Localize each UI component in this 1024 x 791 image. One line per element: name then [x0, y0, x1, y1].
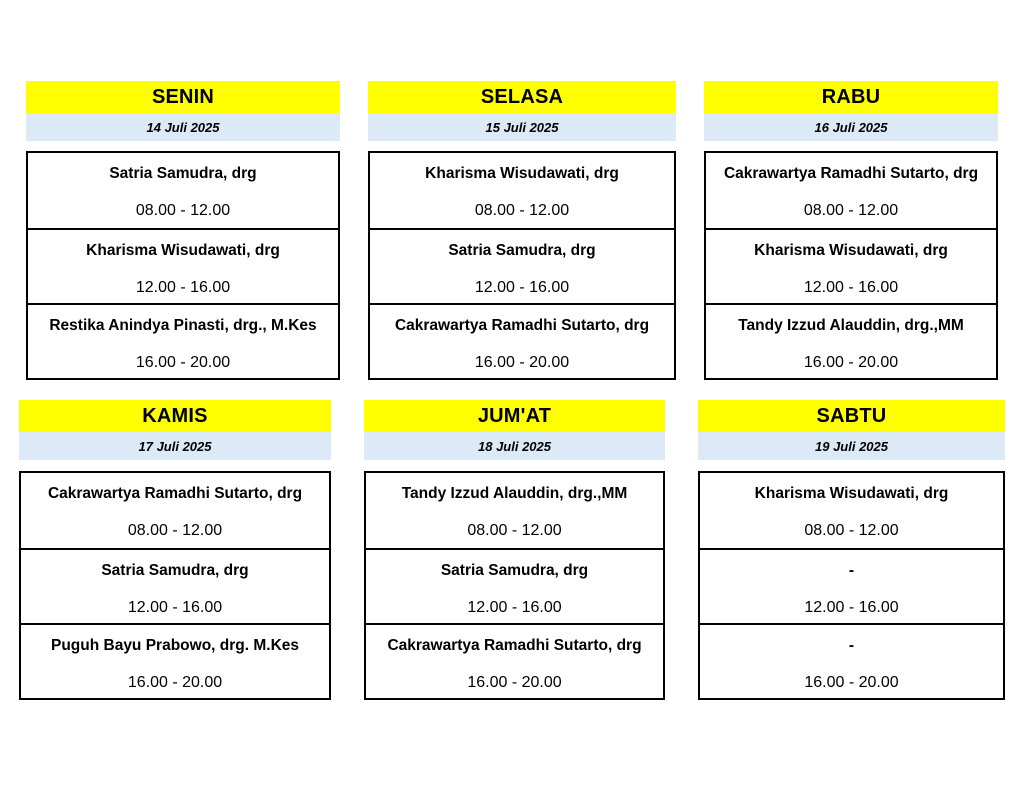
day-title: RABU — [704, 81, 998, 113]
schedule-slot — [370, 153, 674, 228]
doctor-name: Cakrawartya Ramadhi Sutarto, drg — [47, 485, 303, 502]
doctor-name: Kharisma Wisudawati, drg — [754, 242, 948, 259]
doctor-name: Satria Samudra, drg — [109, 165, 257, 182]
slot-time: 12.00 - 16.00 — [467, 599, 562, 616]
slot-time: 08.00 - 12.00 — [467, 522, 562, 539]
schedule-table — [364, 471, 665, 700]
schedule-slot — [700, 473, 1003, 548]
slot-time: 12.00 - 16.00 — [135, 279, 231, 296]
slot-time: 16.00 - 20.00 — [474, 354, 570, 371]
schedule-slot — [28, 303, 338, 378]
day-date: 17 Juli 2025 — [19, 432, 331, 460]
day-date: 19 Juli 2025 — [698, 432, 1005, 460]
schedule-slot — [366, 623, 663, 698]
day-block-sabtu — [698, 400, 1005, 691]
schedule-slot — [700, 548, 1003, 623]
slot-time: 12.00 - 16.00 — [474, 279, 570, 296]
day-title: SENIN — [26, 81, 340, 113]
slot-time: 08.00 - 12.00 — [803, 202, 899, 219]
day-block-selasa — [368, 81, 676, 371]
day-title: SABTU — [698, 400, 1005, 432]
slot-time: 12.00 - 16.00 — [127, 599, 223, 616]
day-title: KAMIS — [19, 400, 331, 432]
schedule-slot — [370, 228, 674, 303]
doctor-name: Cakrawartya Ramadhi Sutarto, drg — [387, 637, 642, 654]
slot-time: 12.00 - 16.00 — [804, 599, 899, 616]
slot-time: 16.00 - 20.00 — [127, 674, 223, 691]
schedule-table — [368, 151, 676, 380]
day-title: JUM'AT — [364, 400, 665, 432]
day-block-jumat — [364, 400, 665, 691]
schedule-slot — [706, 228, 996, 303]
day-date: 15 Juli 2025 — [368, 113, 676, 141]
day-date: 18 Juli 2025 — [364, 432, 665, 460]
schedule-slot — [366, 548, 663, 623]
schedule-table — [698, 471, 1005, 700]
doctor-name: Satria Samudra, drg — [448, 242, 596, 259]
doctor-name: Kharisma Wisudawati, drg — [86, 242, 280, 259]
day-block-kamis — [19, 400, 331, 691]
doctor-name: - — [848, 637, 855, 654]
day-block-rabu — [704, 81, 998, 371]
doctor-name: Kharisma Wisudawati, drg — [754, 485, 949, 502]
day-block-senin — [26, 81, 340, 371]
schedule-table — [19, 471, 331, 700]
slot-time: 08.00 - 12.00 — [127, 522, 223, 539]
doctor-name: Restika Anindya Pinasti, drg., M.Kes — [49, 317, 317, 334]
day-date: 14 Juli 2025 — [26, 113, 340, 141]
schedule-slot — [21, 473, 329, 548]
schedule-slot — [700, 623, 1003, 698]
schedule-slot — [706, 303, 996, 378]
schedule-slot — [370, 303, 674, 378]
schedule-slot — [28, 228, 338, 303]
schedule-slot — [21, 548, 329, 623]
doctor-name: Kharisma Wisudawati, drg — [425, 165, 619, 182]
doctor-name: - — [848, 562, 855, 579]
schedule-slot — [28, 153, 338, 228]
schedule-table — [26, 151, 340, 380]
doctor-name: Tandy Izzud Alauddin, drg.,MM — [401, 485, 628, 502]
schedule-slot — [21, 623, 329, 698]
doctor-name: Cakrawartya Ramadhi Sutarto, drg — [394, 317, 650, 334]
slot-time: 16.00 - 20.00 — [803, 354, 899, 371]
day-title: SELASA — [368, 81, 676, 113]
doctor-name: Cakrawartya Ramadhi Sutarto, drg — [723, 165, 979, 182]
day-date: 16 Juli 2025 — [704, 113, 998, 141]
slot-time: 16.00 - 20.00 — [804, 674, 899, 691]
doctor-name: Puguh Bayu Prabowo, drg. M.Kes — [50, 637, 300, 654]
doctor-name: Satria Samudra, drg — [101, 562, 249, 579]
slot-time: 08.00 - 12.00 — [474, 202, 570, 219]
slot-time: 12.00 - 16.00 — [803, 279, 899, 296]
doctor-name: Tandy Izzud Alauddin, drg.,MM — [738, 317, 964, 334]
slot-time: 16.00 - 20.00 — [135, 354, 231, 371]
slot-time: 16.00 - 20.00 — [467, 674, 562, 691]
slot-time: 08.00 - 12.00 — [804, 522, 899, 539]
schedule-table — [704, 151, 998, 380]
doctor-name: Satria Samudra, drg — [440, 562, 589, 579]
schedule-slot — [366, 473, 663, 548]
schedule-slot — [706, 153, 996, 228]
slot-time: 08.00 - 12.00 — [135, 202, 231, 219]
